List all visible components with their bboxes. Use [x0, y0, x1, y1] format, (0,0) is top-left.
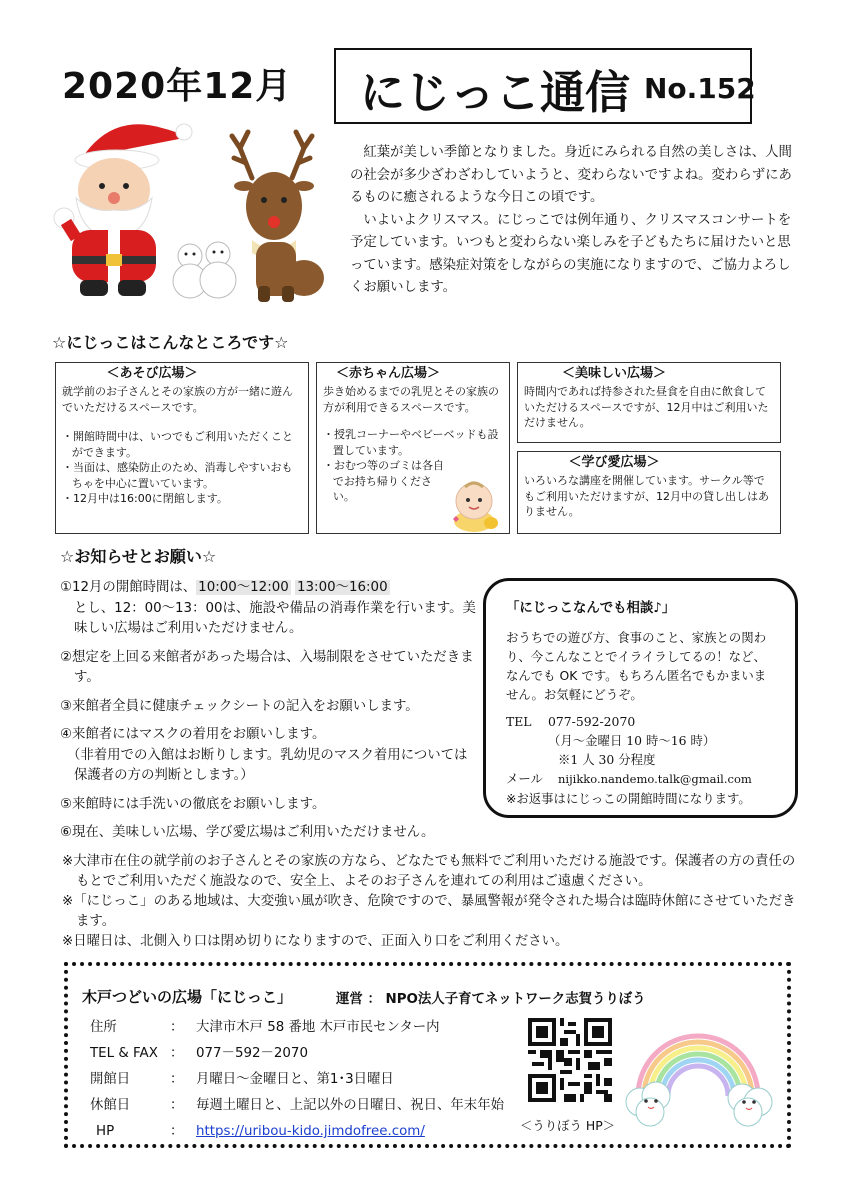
address-value: 大津市木戸 58 番地 木戸市民センター内 — [196, 1020, 440, 1035]
list-item: ・ おむつ等のゴミは各自でお持ち帰りください。 — [323, 458, 453, 505]
santa-illustration — [54, 124, 192, 296]
asobi-list — [62, 429, 302, 507]
footnote: ※「にじっこ」のある地域は、大変強い風が吹き、危険ですので、暴風警報が発令された場合は臨時休館にさせていただきます。 — [62, 894, 796, 929]
asobi-box — [55, 362, 309, 534]
tel-label: TEL — [506, 714, 532, 729]
akachan-box — [316, 362, 510, 534]
consultation-tel[interactable]: 077-592-2070 — [548, 714, 636, 729]
oishii-desc: 時間内であれば持参された昼食を自由に飲食していただけるスペースですが、12月中はご利用いただけません。 — [524, 385, 769, 429]
notice-item-1: ①12月の開館時間は、 10:00～12:00 13:00～16:00 とし、12：00～13：00は、施設や備品の消毒作業を行います。美味しい広場はご利用いただけません。 — [60, 580, 476, 636]
consultation-hours: （月～金曜日 10 時～16 時） — [548, 733, 716, 748]
tel-value[interactable]: 077－592－2070 — [196, 1046, 308, 1061]
issue-date: 2020年12月 — [62, 66, 293, 107]
oishii-box — [517, 362, 781, 443]
rainbow-clouds-illustration — [618, 1016, 778, 1131]
manabi-box — [517, 451, 781, 534]
open-days-value: 月曜日～金曜日と、第1･3日曜日 — [196, 1072, 394, 1087]
hours-pm: 13:00～16:00 — [297, 580, 388, 595]
notice-item-4: ④来館者にはマスクの着用をお願いします。 （非着用での入館はお断りします。乳幼児のマスク着用については保護者の方の判断とします。） — [60, 727, 468, 783]
manabi-title: ＜学び愛広場＞ — [568, 455, 660, 470]
list-item: ・ 12月中は16:00に閉館します。 — [62, 491, 302, 507]
consultation-mail[interactable]: nijikko.nandemo.talk@gmail.com — [558, 772, 752, 786]
facility-info-box — [64, 962, 791, 1148]
masthead-box — [334, 48, 756, 124]
notice-item-6: ⑥現在、美味しい広場、学び愛広場はご利用いただけません。 — [60, 825, 435, 840]
akachan-list — [323, 427, 499, 505]
oishii-title: ＜美味しい広場＞ — [561, 366, 666, 381]
notice-item-5: ⑤来館時には手洗いの徹底をお願いします。 — [60, 796, 326, 812]
list-item: ・ 当面は、感染防止のため、消毒しやすいおもちゃを中心に置いています。 — [62, 460, 302, 491]
newsletter-title: にじっこ通信 — [360, 66, 631, 119]
address-row: 住所 ： 大津市木戸 58 番地 木戸市民センター内 — [90, 1020, 440, 1035]
notice-item-2: ②想定を上回る来館者があった場合は、入場制限をさせていただきます。 — [60, 649, 474, 685]
akachan-title: ＜赤ちゃん広場＞ — [335, 366, 440, 381]
qr-code — [528, 1018, 612, 1102]
about-heading: ☆にじっこはこんなところです☆ — [52, 333, 289, 352]
tel-row: TEL & FAX ： 077－592－2070 — [90, 1046, 308, 1061]
consultation-reply-note: ※お返事はにじっこの開館時間になります。 — [506, 791, 751, 806]
facility-name: 木戸つどいの広場「にじっこ」 — [82, 988, 293, 1006]
qr-caption: ＜うりぼう HP＞ — [520, 1118, 616, 1133]
consultation-title: 「にじっこなんでも相談♪」 — [506, 601, 676, 616]
hours-am: 10:00～12:00 — [198, 580, 289, 595]
issue-number: No.152 — [644, 72, 756, 105]
consultation-limit: ※1 人 30 分程度 — [558, 752, 656, 767]
facility-operator: 運営 ： NPO法人子育てネットワーク志賀うりぼう — [336, 992, 646, 1007]
consultation-box — [483, 578, 798, 818]
cloud-right-icon — [728, 1084, 772, 1126]
greeting-text — [350, 142, 800, 300]
baby-icon — [445, 475, 503, 533]
christmas-illustration — [52, 118, 352, 308]
list-item: ・ 授乳コーナーやベビーベッドも設置しています。 — [323, 427, 503, 458]
consultation-body: おうちでの遊び方、食事のこと、家族との関わり、今こんなことでイライラしてるの！など、なんでも OK です。もちろん匿名でもかまいません。お気軽にどうぞ。 — [506, 630, 767, 702]
hp-row: HP ： https://uribou-kido.jimdofree.com/ — [96, 1124, 425, 1139]
closed-days-row: 休館日 ： 毎週土曜日と、上記以外の日曜日、祝日、年末年始 — [90, 1098, 504, 1113]
notices-list — [60, 578, 480, 852]
footnote: ※大津市在住の就学前のお子さんとその家族の方なら、どなたでも無料でご利用いただける施設です。保護者の方の責任のもとでご利用いただく施設なので、安全上、よそのお子さんを連れての利用はご遠慮ください。 — [62, 854, 796, 889]
greeting-paragraph-2: いよいよクリスマス。にじっこでは例年通り、クリスマスコンサートを予定しています。いつもと変わらない楽しみを子どもたちに届けたいと思っています。感染症対策をしながらの実施になりますので、ご協力よろしくお願いします。 — [350, 212, 792, 295]
manabi-desc: いろいろな講座を開催しています。サークル等でもご利用いただけますが、12月中の貸し出しはありません。 — [524, 474, 769, 518]
asobi-title: ＜あそび広場＞ — [106, 366, 198, 381]
homepage-link[interactable]: https://uribou-kido.jimdofree.com/ — [196, 1124, 425, 1139]
notice-item-3: ③来館者全員に健康チェックシートの記入をお願いします。 — [60, 698, 419, 714]
notices-heading: ☆お知らせとお願い☆ — [60, 547, 217, 566]
closed-days-value: 毎週土曜日と、上記以外の日曜日、祝日、年末年始 — [196, 1098, 504, 1113]
asobi-desc: 就学前のお子さんとその家族の方が一緒に遊んでいただけるスペースです。 — [62, 385, 293, 414]
cloud-left-icon — [626, 1082, 670, 1126]
footnote: ※日曜日は、北側入り口は閉め切りになりますので、正面入り口をご利用ください。 — [62, 934, 569, 949]
snowmen-illustration — [173, 242, 236, 298]
mail-label: メール — [506, 771, 543, 786]
consultation-tel-row — [506, 712, 775, 731]
akachan-desc: 歩き始めるまでの乳児とその家族の方が利用できるスペースです。 — [323, 385, 499, 414]
greeting-paragraph-1: 紅葉が美しい季節となりました。身近にみられる自然の美しさは、人間の社会が多少ざわざわしていようと、変わらないですよね。変わらずにあるものに癒されるような今日この頃です。 — [350, 145, 792, 205]
list-item: ・ 開館時間中は、いつでもご利用いただくことができます。 — [62, 429, 302, 460]
consultation-mail-row — [506, 769, 775, 789]
open-days-row: 開館日 ： 月曜日～金曜日と、第1･3日曜日 — [90, 1072, 394, 1087]
reindeer-illustration — [232, 132, 324, 302]
footnotes — [62, 852, 802, 952]
